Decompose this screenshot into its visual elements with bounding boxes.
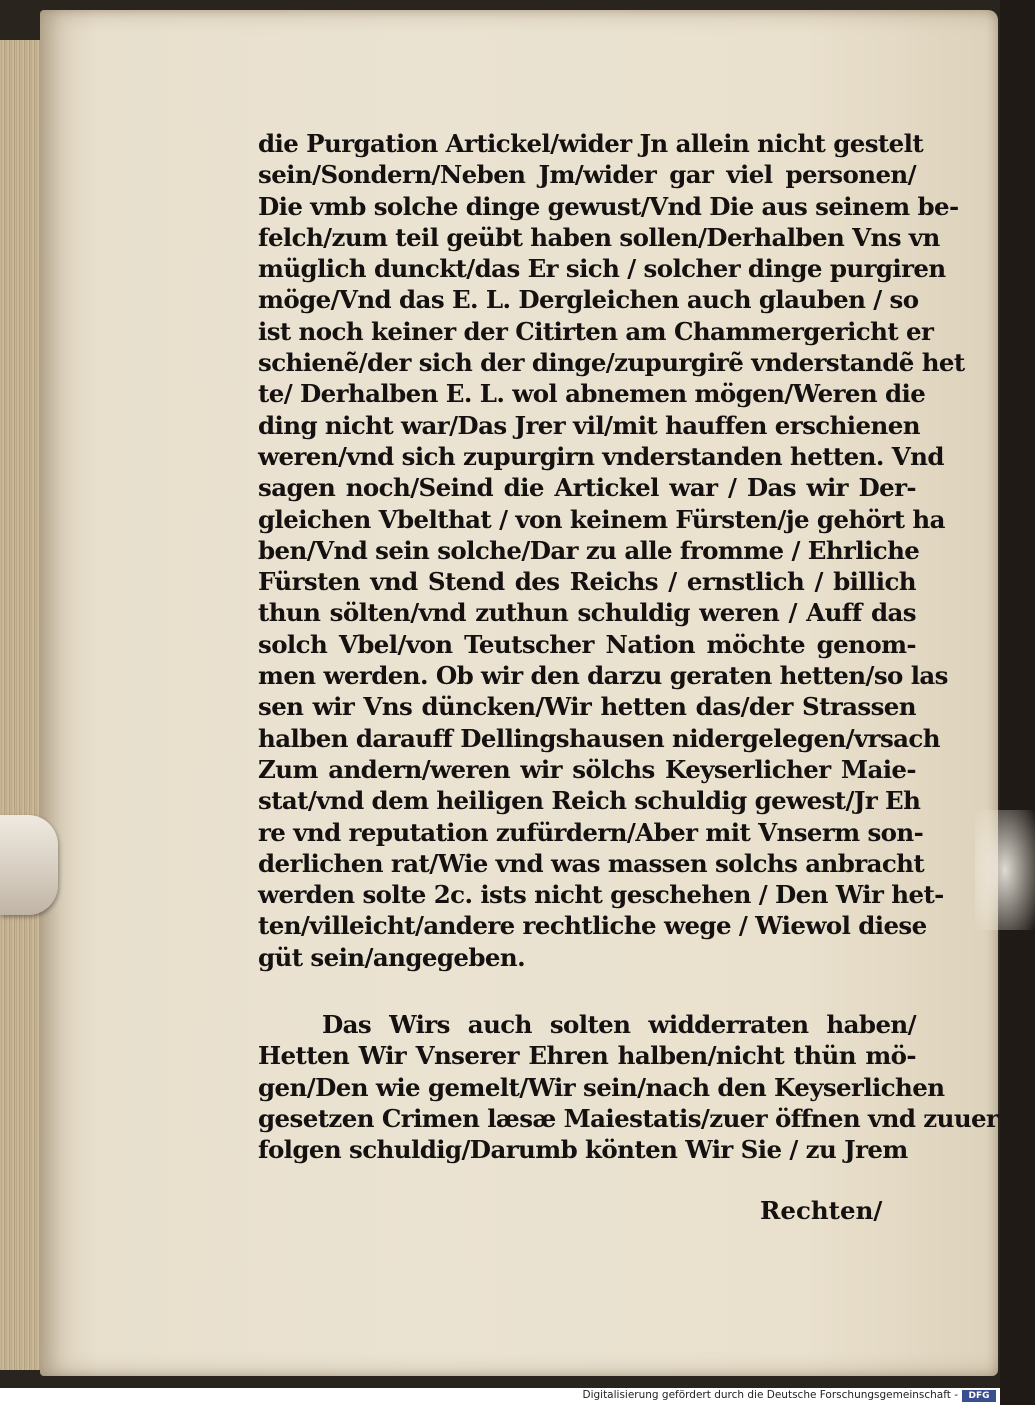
text-line: halben darauff Dellingshausen nidergelegen/vrsach: [258, 723, 940, 753]
text-line: Zum andern/weren wir sölchs Keyserlicher Maie‑: [258, 754, 916, 784]
dfg-logo: DFG: [962, 1390, 996, 1402]
text-line: re vnd reputation zufürdern/Aber mit Vnserm son‑: [258, 817, 924, 847]
book-clasp: [0, 815, 58, 915]
text-line: ist noch keiner der Citirten am Chammergericht er: [258, 316, 934, 346]
catchword: Rechten/: [760, 1196, 883, 1225]
text-line: güt sein/angegeben.: [258, 942, 526, 972]
text-line: schienẽ/der sich der dinge/zupurgirẽ vnderstandẽ het: [258, 348, 965, 378]
text-line: sen wir Vns düncken/Wir hetten das/der Strassen: [258, 692, 916, 722]
paper-stain: [975, 810, 1035, 930]
text-line: möge/Vnd das E. L. Dergleichen auch glauben / so: [258, 285, 919, 315]
text-line: felch/zum teil geübt haben sollen/Derhalben Vns vn: [258, 222, 940, 252]
text-line: Die vmb solche dinge gewust/Vnd Die aus seinem be‑: [258, 191, 959, 221]
text-line: solch Vbel/von Teutscher Nation möchte genom‑: [258, 629, 916, 659]
text-line: ben/Vnd sein solche/Dar zu alle fromme / Ehrliche: [258, 535, 920, 565]
text-line: ding nicht war/Das Jrer vil/mit hauffen erschienen: [258, 410, 920, 440]
text-line: gen/Den wie gemelt/Wir sein/nach den Keyserlichen: [258, 1072, 945, 1102]
text-line: werden solte 2c. ists nicht geschehen / Den Wir het‑: [258, 880, 944, 910]
text-line: sagen noch/Seind die Artickel war / Das wir Der‑: [258, 473, 916, 503]
page-text: [258, 128, 999, 1166]
text-line: gleichen Vbelthat / von keinem Fürsten/je gehört ha: [258, 504, 945, 534]
text-line: te/ Derhalben E. L. wol abnemen mögen/Weren die: [258, 379, 926, 409]
text-line: Das Wirs auch solten widderraten haben/: [322, 1010, 916, 1040]
text-line: ten/villeicht/andere rechtliche wege / Wiewol diese: [258, 911, 927, 941]
text-line: stat/vnd dem heiligen Reich schuldig gewest/Jr Eh: [258, 786, 921, 816]
footer-credit: Digitalisierung gefördert durch die Deutsche Forschungsgemeinschaft -: [582, 1389, 958, 1401]
text-line: sein/Sondern/Neben Jm/wider gar viel personen/: [258, 160, 916, 190]
text-line: Hetten Wir Vnserer Ehren halben/nicht thün mö‑: [258, 1041, 916, 1071]
footer-bar: [0, 1388, 1000, 1405]
paragraph-1: [258, 128, 965, 973]
text-line: müglich dunckt/das Er sich / solcher dinge purgiren: [258, 254, 946, 284]
text-line: men werden. Ob wir den darzu geraten hetten/so las: [258, 661, 948, 691]
text-line: Fürsten vnd Stend des Reichs / ernstlich / billich: [258, 567, 916, 597]
text-line: weren/vnd sich zupurgirn vnderstanden hetten. Vnd: [258, 441, 944, 471]
text-line: gesetzen Crimen læsæ Maiestatis/zuer öffnen vnd zuuer: [258, 1103, 999, 1133]
text-line: derlichen rat/Wie vnd was massen solchs anbracht: [258, 848, 925, 878]
paragraph-2: [258, 1009, 999, 1165]
text-line: folgen schuldig/Darumb könten Wir Sie / zu Jrem: [258, 1135, 908, 1165]
text-line: thun sölten/vnd zuthun schuldig weren / Auff das: [258, 598, 916, 628]
text-line: die Purgation Artickel/wider Jn allein nicht gestelt: [258, 129, 924, 158]
